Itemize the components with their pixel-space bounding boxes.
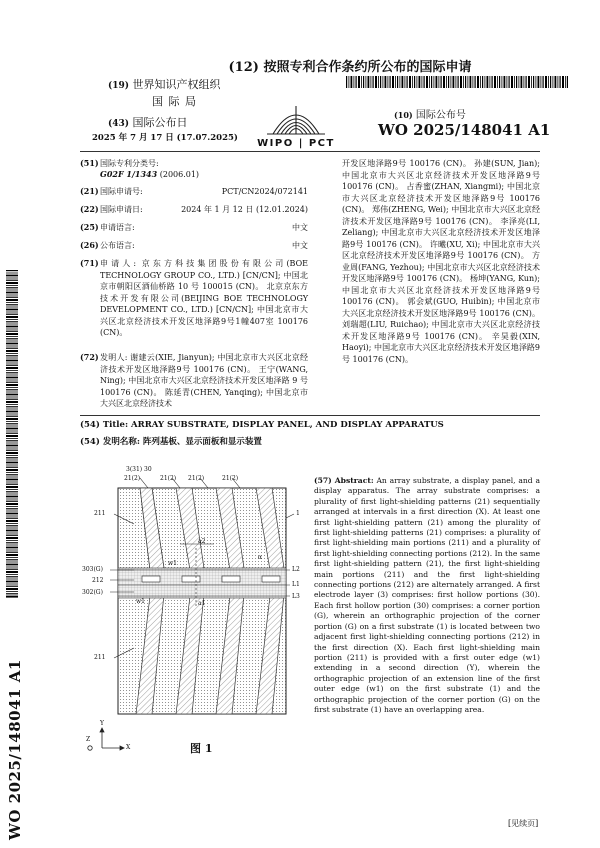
- fig-label-303g: 303(G): [82, 566, 103, 573]
- pub-date-label: 国际公布日: [132, 116, 188, 129]
- fig-label-211-bottom: 211: [94, 654, 106, 661]
- pub-no-value: WO 2025/148041 A1: [378, 121, 551, 139]
- wipo-pct-text: WIPO | PCT: [257, 138, 335, 149]
- fig-label-1: 1: [296, 510, 300, 517]
- pub-no-code: (10): [394, 110, 413, 120]
- f51-year: (2006.01): [157, 170, 200, 179]
- fig-label-211-top: 211: [94, 510, 106, 517]
- fig-label-302g: 302(G): [82, 589, 103, 596]
- fig-label-a2: a2: [198, 538, 206, 545]
- org-bureau: 国 际 局: [152, 95, 197, 108]
- fig-axis-x: X: [126, 744, 131, 751]
- f21-value: PCT/CN2024/072141: [221, 187, 308, 196]
- f26-label: 公布语言:: [100, 241, 135, 250]
- header-barcode: [346, 76, 568, 88]
- f72-text: 发明人: 谢建云(XIE, Jianyun); 中国北京市大兴区北京经济技术开发区地泽路9号 100176 (CN)。 王宁(WANG, Ning); 中国北京市大兴区北京经济技术开发区地泽路 9 号 100176 (CN)。 陈延青(CHEN, Yanqing); 中国北京市大兴区北京经济技术: [100, 353, 308, 408]
- continued-marker: [见续页]: [508, 819, 539, 828]
- wipo-emblem-icon: [243, 102, 349, 138]
- pub-date-code: (43): [108, 119, 130, 129]
- fig-label-l2: L2: [292, 566, 300, 573]
- f21-code: (21): [80, 186, 99, 196]
- f25-value: 中文: [292, 223, 308, 232]
- inventors-continued: 开发区地泽路9号 100176 (CN)。 孙建(SUN, Jian); 中国北京市大兴区北京经济技术开发区地泽路9号 100176 (CN)。 占香蜜(ZHAN, Xiangmi); 中国北京市大兴区北京经济技术开发区地泽路9号 100176 (CN)。 郑伟(ZHENG, Wei); 中国北京市大兴区北京经济技术开发区地泽路9号 100176 (CN)。 李泽亮(LI, Zeliang); 中国北京市大兴区北京经济技术开发区地泽路9号 100176 (CN)。 许曦(XU, Xi); 中国北京市大兴区北京经济技术开发区地泽路9号 100176 (CN)。 方业周(FANG, Yezhou); 中国北京市大兴区北京经济技术开发区地泽路9号 100176 (CN)。 杨坤(YANG, Kun); 中国北京市大兴区北京经济技术开发区地泽路9号 100176 (CN)。 郭会斌(GUO, Huibin); 中国北京市大兴区北京经济技术开发区地泽路9号 100176 (CN)。 刘瑞超(LIU, Ruichao); 中国北京市大兴区北京经济技术开发区地泽路9号 100176 (CN)。 辛昊毅(XIN, Haoyi); 中国北京市大兴区北京经济技术开发区地泽路9号 100176 (CN)。: [342, 159, 540, 364]
- title-cn: (54) 发明名称: 阵列基板、显示面板和显示装置: [80, 437, 262, 447]
- fig-label-21-a: 21(2): [124, 475, 141, 482]
- abstract: [314, 476, 540, 715]
- fig-label-21-d: 21(2): [222, 475, 239, 482]
- f22-code: (22): [80, 204, 99, 214]
- f51-code: (51): [80, 158, 99, 168]
- titles-divider: [80, 415, 540, 416]
- f26-value: 中文: [292, 241, 308, 250]
- fig-label-l1: L1: [292, 581, 300, 588]
- vertical-pub-number: WO 2025/148041 A1: [6, 659, 24, 840]
- org-code: (19): [108, 81, 130, 91]
- array-substrate-diagram: [80, 458, 310, 758]
- fig-axis-z: Z: [86, 736, 91, 743]
- abstract-label: (57) Abstract:: [314, 476, 374, 485]
- title-en: (54) Title: ARRAY SUBSTRATE, DISPLAY PANEL, AND DISPLAY APPARATUS: [80, 420, 444, 430]
- fig-label-alpha: α: [258, 554, 263, 561]
- f25-label: 申请语言:: [100, 223, 135, 232]
- fig-label-l3: L3: [292, 593, 300, 600]
- f71-text: 申请人: 京东方科技集团股份有限公司(BOE TECHNOLOGY GROUP CO., LTD.) [CN/CN]; 中国北京市朝阳区酒仙桥路 10 号 100015 (CN)。 北京京东方技术开发有限公司(BEIJING BOE TECHNOLOGY DEVELOPMENT CO., LTD.) [CN/CN]; 中国北京市大兴区北京经济技术开发区地泽路9号1幢407室 100176 (CN)。: [100, 259, 308, 337]
- pub-date-heading: [108, 114, 188, 130]
- f26-code: (26): [80, 240, 99, 250]
- f71-code: (71): [80, 258, 99, 268]
- f51-label: 国际专利分类号:: [100, 159, 159, 168]
- figure-caption: 图 1: [190, 742, 213, 755]
- f22-value: 2024 年 1 月 12 日 (12.01.2024): [181, 205, 308, 214]
- abstract-text: An array substrate, a display panel, and a display apparatus. The array substrate comprises: a plurality of first light-shielding patterns (21) sequentially arranged at intervals in a first direction (X). At least one first light-shielding pattern (21) among the plurality of first light-shielding patterns (21) comprises: a plurality of first light-shielding main portions (211) and a plurality of first light-shielding connecting portions (212). In the same first light-shielding pattern (21), the first light-shielding main portions (211) and the first light-shielding connecting portions (212) are alternately arranged. A first electrode layer (3) comprises: first hollow portions (30). Each first hollow portion (30) comprises: a corner portion (G), wherein an orthographic projection of the corner portion (G) on a first substrate (1) is located between two adjacent first light-shielding connecting portions (212) in the first direction (X). Each first light-shielding main portion (211) is provided with a first outer edge (w1) extending in a second direction (Y), wherein the orthographic projection of an extension line of the first outer edge (w1) on the first substrate (1) and the orthographic projection of the corner portion (G) on the first substrate (1) have an overlapping area.: [314, 476, 540, 714]
- f72-code: (72): [80, 352, 99, 362]
- wipo-logo: [243, 102, 349, 152]
- fig-label-w1-upper: w1: [168, 560, 177, 567]
- header-divider: [80, 151, 540, 152]
- fig-axis-y: Y: [100, 720, 104, 727]
- fig-label-w1-lower: w1: [136, 598, 145, 605]
- f51-value: G02F 1/1343: [100, 169, 158, 179]
- pub-date-value: 2025 年 7 月 17 日 (17.07.2025): [92, 133, 238, 143]
- fig-label-a1: a1: [198, 600, 206, 607]
- fig-label-21-c: 21(2): [188, 475, 205, 482]
- fig-label-3-31-30: 3(31) 30: [126, 466, 152, 473]
- org-block: [108, 78, 221, 93]
- pub-no-heading: [394, 106, 466, 121]
- vertical-barcode: [6, 270, 18, 598]
- f21-label: 国际申请号:: [100, 187, 143, 196]
- fig-label-21-b: 21(2): [160, 475, 177, 482]
- figure-1: [80, 458, 310, 758]
- f22-label: 国际申请日:: [100, 205, 143, 214]
- org-name: 世界知识产权组织: [132, 78, 221, 91]
- fig-label-212: 212: [92, 577, 104, 584]
- pub-no-label: 国际公布号: [415, 110, 466, 121]
- document-title: (12) 按照专利合作条约所公布的国际申请: [228, 60, 472, 75]
- f25-code: (25): [80, 222, 99, 232]
